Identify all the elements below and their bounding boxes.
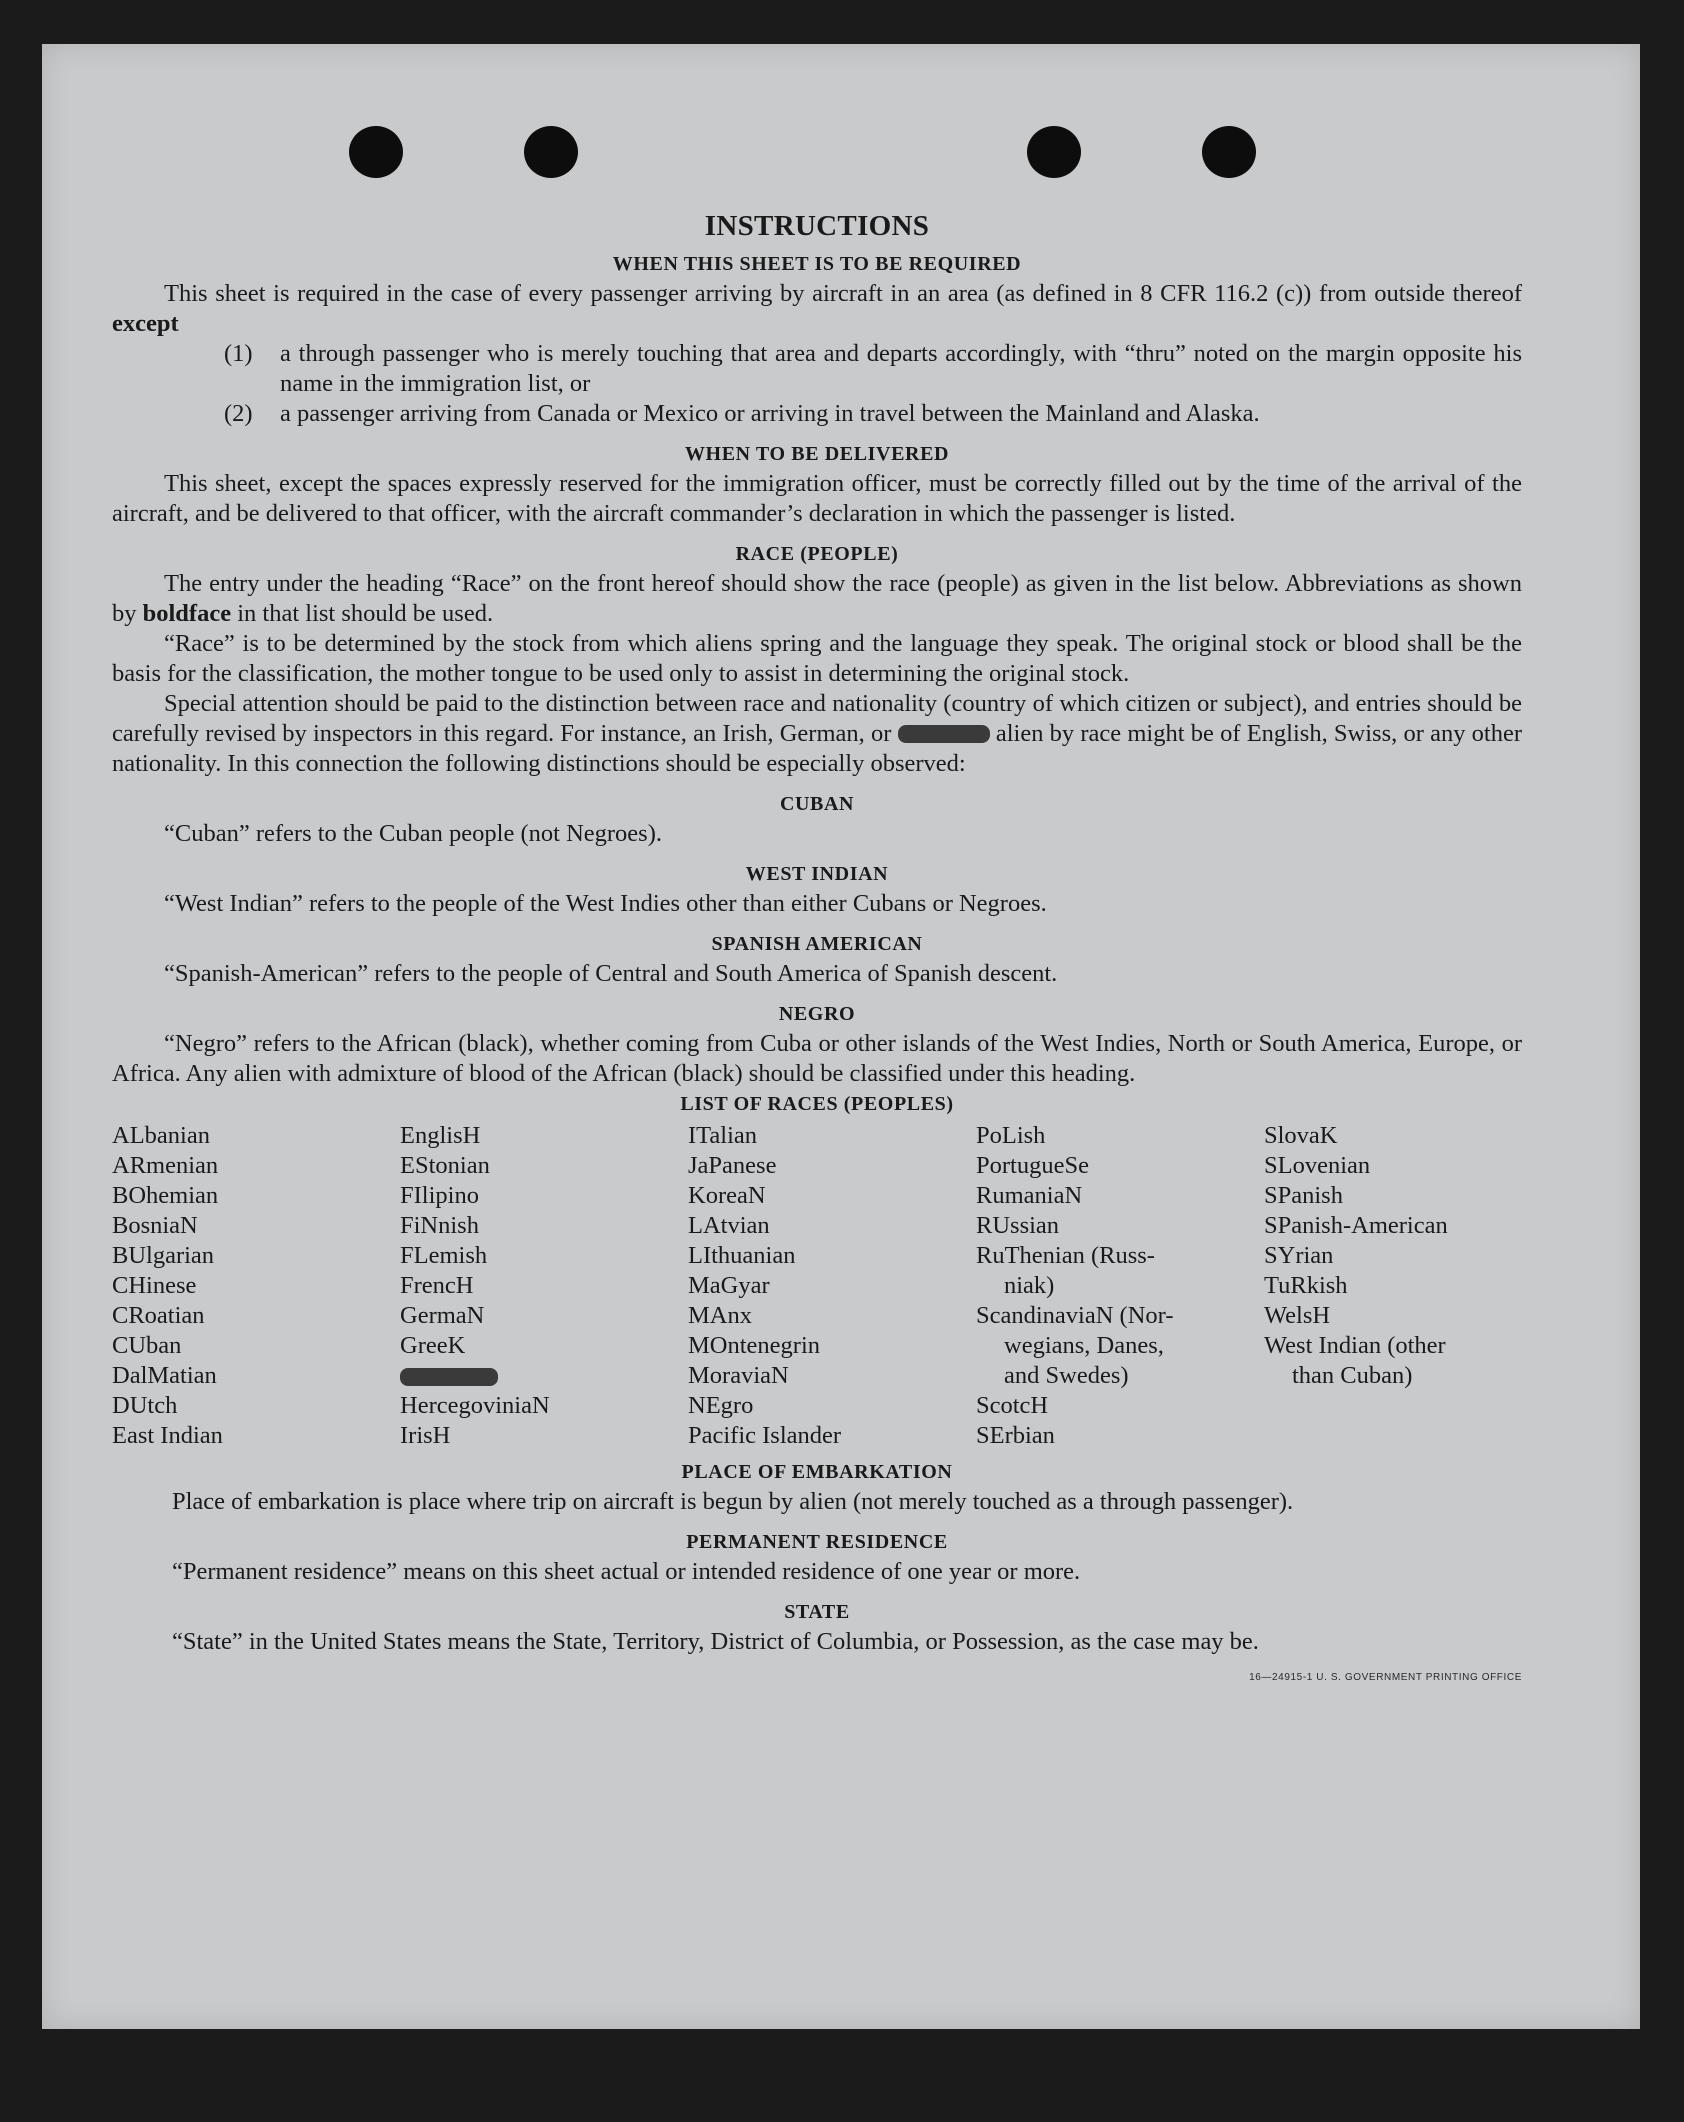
- list-item: EnglisH: [400, 1122, 481, 1149]
- list-item: MaGyar: [688, 1272, 770, 1299]
- list-item: SlovaK: [1264, 1122, 1338, 1149]
- list-item: FrencH: [400, 1272, 474, 1299]
- list-item: East Indian: [112, 1422, 223, 1449]
- list-item: GermaN: [400, 1302, 485, 1329]
- heading-required: WHEN THIS SHEET IS TO BE REQUIRED: [612, 253, 1022, 275]
- heading-race: RACE (PEOPLE): [735, 543, 899, 565]
- list-item: BOhemian: [112, 1182, 219, 1209]
- paragraph-embarkation: Place of embarkation is place where trip on aircraft is begun by alien (not merely touched as a through passenger).: [172, 1488, 1294, 1515]
- paragraph-spanish-american: “Spanish-American” refers to the people of Central and South America of Spanish descent.: [164, 960, 1058, 987]
- paragraph-state: “State” in the United States means the State, Territory, District of Columbia, or Possession, as the case may be.: [172, 1628, 1259, 1655]
- list-item: ARmenian: [112, 1152, 219, 1179]
- paragraph-race-1: The entry under the heading “Race” on the front hereof should show the race (people) as given in the list below. Abbreviations as shown by boldface in that list should be used.: [112, 570, 1522, 627]
- heading-west-indian: WEST INDIAN: [745, 863, 889, 885]
- list-item: IrisH: [400, 1422, 451, 1449]
- list-item: GreeK: [400, 1332, 466, 1359]
- list-item: RumaniaN: [976, 1182, 1083, 1209]
- list-item: KoreaN: [688, 1182, 766, 1209]
- list-item: HercegoviniaN: [400, 1392, 550, 1419]
- list-item-redacted: [400, 1361, 688, 1391]
- heading-residence: PERMANENT RESIDENCE: [686, 1531, 948, 1553]
- heading-embarkation: PLACE OF EMBARKATION: [681, 1461, 953, 1483]
- list-item: wegians, Danes,: [1004, 1332, 1164, 1359]
- list-item: JaPanese: [688, 1152, 777, 1179]
- list-item: FLemish: [400, 1242, 488, 1269]
- list-item: ITalian: [688, 1122, 758, 1149]
- list-item: PortugueSe: [976, 1152, 1089, 1179]
- list-item: RUssian: [976, 1212, 1060, 1239]
- list-item: West Indian (other: [1264, 1332, 1446, 1359]
- heading-state: STATE: [784, 1601, 850, 1623]
- list-item: niak): [1004, 1272, 1055, 1299]
- list-item: CUban: [112, 1332, 182, 1359]
- instructions-content: [112, 209, 1522, 1683]
- exception-list: [112, 339, 1522, 429]
- list-item: FIlipino: [400, 1182, 479, 1209]
- list-item: BosniaN: [112, 1212, 198, 1239]
- list-item: ALbanian: [112, 1122, 210, 1149]
- paragraph-west-indian: “West Indian” refers to the people of the West Indies other than either Cubans or Negroes.: [164, 890, 1047, 917]
- list-item: CHinese: [112, 1272, 197, 1299]
- list-item: MOntenegrin: [688, 1332, 820, 1359]
- heading-cuban: CUBAN: [779, 793, 855, 815]
- list-item: RuThenian (Russ-: [976, 1242, 1155, 1269]
- list-item: SErbian: [976, 1422, 1055, 1449]
- list-item: and Swedes): [1004, 1362, 1129, 1389]
- list-item: TuRkish: [1264, 1272, 1348, 1299]
- list-item: DalMatian: [112, 1362, 217, 1389]
- list-item: SPanish: [1264, 1182, 1343, 1209]
- paragraph-race-3: Special attention should be paid to the distinction between race and nationality (country of which citizen or subject), and entries should be carefully revised by inspectors in this regard. For instance, an Irish, German, or alien by race might be of English, Swiss, or any other nationality. In this connection the following distinctions should be especially observed:: [112, 690, 1522, 777]
- redaction-mark: [400, 1368, 498, 1386]
- heading-delivered: WHEN TO BE DELIVERED: [684, 443, 950, 465]
- races-column: [112, 1121, 400, 1451]
- list-item: Pacific Islander: [688, 1422, 842, 1449]
- paragraph-negro: “Negro” refers to the African (black), whether coming from Cuba or other islands of the West Indies, North or South America, Europe, or Africa. Any alien with admixture of blood of the African (black) should be classified under this heading.: [112, 1030, 1522, 1087]
- list-item: BUlgarian: [112, 1242, 215, 1269]
- list-item: NEgro: [688, 1392, 754, 1419]
- exception-item: (2) a passenger arriving from Canada or Mexico or arriving in travel between the Mainland and Alaska.: [224, 400, 1260, 427]
- races-column: [400, 1121, 688, 1451]
- heading-list-of-races: LIST OF RACES (PEOPLES): [680, 1093, 954, 1115]
- list-item: CRoatian: [112, 1302, 205, 1329]
- punch-hole: [1027, 126, 1081, 178]
- document-page: [42, 44, 1640, 2029]
- races-column: [976, 1121, 1264, 1451]
- list-item: than Cuban): [1292, 1362, 1413, 1389]
- list-item: ScotcH: [976, 1392, 1049, 1419]
- paragraph-race-2: “Race” is to be determined by the stock from which aliens spring and the language they speak. The original stock or blood shall be the basis for the classification, the mother tongue to be used only to assist in determining the original stock.: [112, 630, 1522, 687]
- list-item: MAnx: [688, 1302, 752, 1329]
- redaction-mark: [898, 725, 990, 743]
- paragraph-cuban: “Cuban” refers to the Cuban people (not Negroes).: [164, 820, 662, 847]
- heading-spanish-american: SPANISH AMERICAN: [711, 933, 923, 955]
- punch-hole: [524, 126, 578, 178]
- paragraph-required: This sheet is required in the case of every passenger arriving by aircraft in an area (as defined in 8 CFR 116.2 (c)) from outside thereof except: [112, 280, 1522, 337]
- list-item: PoLish: [976, 1122, 1046, 1149]
- list-item: ScandinaviaN (Nor-: [976, 1302, 1174, 1329]
- printing-office-code: 16—24915-1 U. S. GOVERNMENT PRINTING OFFICE: [1249, 1672, 1522, 1683]
- page-title: INSTRUCTIONS: [704, 210, 930, 242]
- list-item: SPanish-American: [1264, 1212, 1448, 1239]
- list-item: SLovenian: [1264, 1152, 1371, 1179]
- races-list: [112, 1121, 1522, 1451]
- list-item: EStonian: [400, 1152, 490, 1179]
- list-item: SYrian: [1264, 1242, 1334, 1269]
- punch-hole: [1202, 126, 1256, 178]
- list-item: FiNnish: [400, 1212, 479, 1239]
- races-column: [1264, 1121, 1552, 1451]
- list-item: LAtvian: [688, 1212, 770, 1239]
- list-item: MoraviaN: [688, 1362, 789, 1389]
- heading-negro: NEGRO: [778, 1003, 856, 1025]
- list-item: DUtch: [112, 1392, 178, 1419]
- list-item: WelsH: [1264, 1302, 1331, 1329]
- races-column: [688, 1121, 976, 1451]
- paragraph-residence: “Permanent residence” means on this sheet actual or intended residence of one year or more.: [172, 1558, 1081, 1585]
- exception-item: (1) a through passenger who is merely touching that area and departs accordingly, with “thru” noted on the margin opposite his name in the immigration list, or: [224, 340, 1522, 397]
- punch-hole: [349, 126, 403, 178]
- list-item: LIthuanian: [688, 1242, 796, 1269]
- paragraph-delivered: This sheet, except the spaces expressly reserved for the immigration officer, must be correctly filled out by the time of the arrival of the aircraft, and be delivered to that officer, with the aircraft commander’s declaration in which the passenger is listed.: [112, 470, 1522, 527]
